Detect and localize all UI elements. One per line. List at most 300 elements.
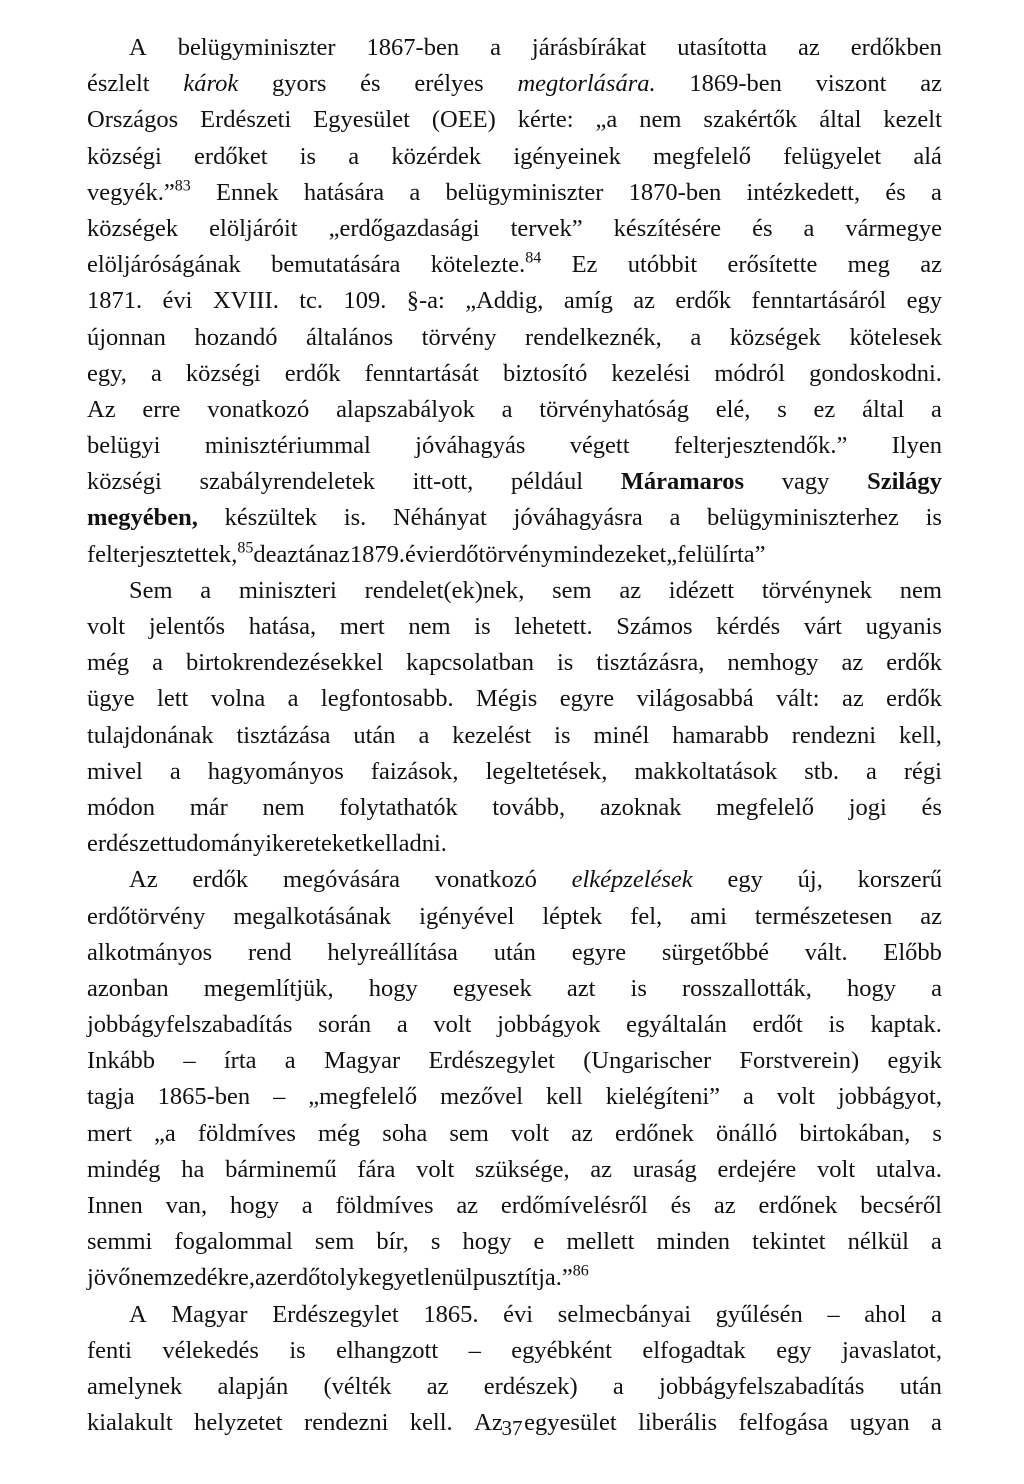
word: a <box>152 649 163 677</box>
word: minisztériummal <box>204 432 371 460</box>
word: elöljáróit <box>209 214 298 242</box>
word: egy, <box>87 359 127 387</box>
word: kérdés <box>716 613 781 640</box>
word: erdők <box>192 866 249 894</box>
word: alapján <box>217 1372 289 1400</box>
page-number: 37 <box>501 1416 523 1440</box>
word: jelentős <box>148 613 226 640</box>
footnote-word: kötelezte. <box>430 251 526 279</box>
word: kialakult <box>87 1409 173 1437</box>
word: községek <box>729 323 821 351</box>
word: volt <box>510 1119 550 1147</box>
word: Erdészegylet <box>272 1300 399 1328</box>
word: az <box>619 576 642 604</box>
word: Néhányat <box>392 504 487 532</box>
text-line <box>87 1297 942 1333</box>
word: rendelkeznék, <box>525 323 662 351</box>
word: megóvására <box>282 866 400 894</box>
word: az <box>841 685 864 713</box>
word: észlelt <box>87 70 150 98</box>
word: a <box>931 1409 942 1437</box>
word: tagja <box>87 1083 135 1111</box>
word: önálló <box>716 1119 778 1147</box>
word: semmi <box>87 1228 153 1256</box>
emphasized-word: elképzelések <box>571 866 693 894</box>
word: kaptak. <box>870 1011 942 1039</box>
word: léptek <box>542 902 603 930</box>
word: 1865-ben <box>157 1083 251 1111</box>
word: Sem <box>129 576 173 604</box>
word: liberális <box>638 1409 718 1437</box>
text-line <box>87 899 942 935</box>
word: hagyományos <box>207 757 344 785</box>
word: törvénynek <box>761 576 873 604</box>
text-line <box>87 356 942 392</box>
word: Magyar <box>323 1047 401 1075</box>
word: a <box>396 1011 408 1039</box>
word: felügyelet <box>783 142 882 170</box>
word: erdőt <box>276 1264 328 1292</box>
word: faizások, <box>370 757 459 785</box>
word: az <box>713 1192 736 1219</box>
text-line <box>87 320 942 356</box>
word: rosszallották, <box>681 974 812 1002</box>
word: „megfelelő <box>308 1083 418 1111</box>
word: amelynek <box>87 1372 183 1400</box>
text-line <box>87 211 942 247</box>
text-line <box>87 971 942 1007</box>
word: a <box>150 359 162 387</box>
word: tisztázása <box>236 721 331 749</box>
word: nem <box>262 793 305 821</box>
word: 1867-ben <box>366 34 460 61</box>
bold-word: Máramaros <box>620 468 745 496</box>
text-line <box>87 718 942 754</box>
word: és <box>885 178 906 206</box>
word: községek <box>87 214 179 242</box>
word: „felülírta” <box>666 540 766 568</box>
word: kezelési <box>611 359 691 387</box>
word: jóváhagyásra <box>513 504 643 532</box>
word: kereteket <box>272 830 362 858</box>
word: erdőmívelésről <box>500 1192 648 1219</box>
word: oly <box>327 1264 359 1292</box>
word: 1869-ben <box>689 70 782 98</box>
word: soha <box>382 1119 428 1147</box>
word: földmíves <box>197 1119 296 1147</box>
word: egyre <box>571 938 627 966</box>
word: minden <box>656 1228 731 1256</box>
word: felterjesztendők.” <box>673 432 848 460</box>
word: „a <box>154 1119 176 1147</box>
word: hogy <box>462 1228 512 1256</box>
word: fel, <box>630 902 663 930</box>
word: nélkül <box>847 1228 909 1256</box>
word: kezelést <box>452 721 532 749</box>
word: módon <box>87 793 156 821</box>
word: erdészettudományi <box>87 830 273 858</box>
word: tulajdonának <box>87 721 214 749</box>
word: rendelet(ek)nek, <box>364 576 525 604</box>
word: mindezeket <box>553 540 667 568</box>
word: a <box>200 576 212 604</box>
text-line <box>87 681 942 717</box>
text-line <box>87 1333 942 1369</box>
word: korszerű <box>857 866 942 894</box>
word: egyesek <box>452 974 532 1002</box>
word: jóváhagyás <box>415 432 526 460</box>
word: szakértők <box>703 106 798 134</box>
word: rendezni <box>791 721 877 749</box>
word: erdőkben <box>850 34 942 61</box>
text-line <box>87 392 942 428</box>
word: bárminemű <box>225 1155 337 1183</box>
footnote-word: vegyék.” <box>87 178 175 206</box>
text-line <box>87 175 942 211</box>
word: bír, <box>376 1228 409 1256</box>
word: a <box>612 1372 624 1400</box>
word: volna <box>210 685 266 713</box>
word: egy <box>727 866 763 894</box>
word: 109. <box>343 287 387 315</box>
word: által <box>862 395 905 423</box>
word: ugyan <box>849 1409 910 1437</box>
word: „erdőgazdasági <box>328 214 480 242</box>
word: mindég <box>87 1155 161 1183</box>
word: lehetett. <box>514 613 593 640</box>
word: belügyminiszter <box>445 178 604 206</box>
word: elhangzott <box>336 1336 439 1364</box>
word-with-footnote <box>87 175 191 211</box>
word: törvény <box>421 323 497 351</box>
word: felfogása <box>738 1409 829 1437</box>
word: Inkább <box>87 1047 156 1075</box>
word: az <box>456 1192 479 1219</box>
word: Számos <box>616 613 693 640</box>
word: (OEE) <box>431 106 496 134</box>
word: után <box>353 721 396 749</box>
word: – <box>468 1336 481 1364</box>
word: az <box>255 1264 277 1292</box>
word: mert <box>87 1119 132 1147</box>
word: a <box>169 757 181 785</box>
word: évi <box>503 1300 534 1328</box>
word: is <box>554 721 571 749</box>
word: igényével <box>419 902 515 930</box>
word: jobbágyok <box>497 1011 601 1039</box>
word: nemhogy <box>727 649 819 677</box>
word: ügye <box>87 685 135 713</box>
text-line <box>87 862 942 898</box>
word: természetesen <box>754 902 893 930</box>
word: volt <box>87 613 126 640</box>
word: az <box>426 1372 449 1400</box>
word: fenntartását <box>364 359 479 387</box>
word: megfelelő <box>653 142 751 170</box>
word: kezelt <box>883 106 942 134</box>
word: Forstverein) <box>739 1047 860 1075</box>
text-line <box>87 464 942 500</box>
word: hogy <box>368 974 418 1002</box>
word: hozandó <box>194 323 278 351</box>
word: községi <box>87 142 162 170</box>
word: új, <box>797 866 823 894</box>
word: vélekedés <box>162 1336 259 1364</box>
word: folytathatók <box>339 793 458 821</box>
footnote-word: pusztítja.” <box>472 1264 573 1292</box>
word: vármegye <box>845 214 942 242</box>
word: itt-ott, <box>412 468 474 496</box>
word: évi <box>162 287 193 315</box>
word: az <box>920 902 942 930</box>
word: A <box>129 1300 147 1328</box>
word: idézett <box>668 576 735 604</box>
word: javaslatot, <box>841 1336 942 1364</box>
word: újonnan <box>87 323 166 351</box>
word: is <box>557 649 574 677</box>
word: az <box>590 1155 613 1183</box>
footnote-ref: 85 <box>237 539 254 557</box>
word: a <box>348 142 360 170</box>
word: ugyanis <box>865 613 942 640</box>
word: jobbágyfelszabadítás <box>659 1372 865 1400</box>
text-line <box>87 1043 942 1079</box>
word: sürgetőbbé <box>661 938 769 966</box>
word: a <box>866 757 877 785</box>
word: közérdek <box>391 142 482 170</box>
word: által <box>819 106 862 134</box>
word: szabályrendeletek <box>199 468 375 496</box>
word: a <box>931 1300 942 1328</box>
word: tisztázásra, <box>596 649 705 677</box>
text-line <box>87 1079 942 1115</box>
word: erdők <box>886 685 942 713</box>
word: a <box>742 1083 754 1111</box>
footnote-ref: 84 <box>525 249 542 267</box>
word: a <box>803 214 815 242</box>
word: Ennek <box>216 178 279 206</box>
word: meg <box>847 251 890 279</box>
word-with-footnote <box>431 247 542 283</box>
word: erdőket <box>194 142 268 170</box>
word: erdőnek <box>614 1119 694 1147</box>
word: jobbágyot, <box>837 1083 942 1111</box>
word: belügyminiszterhez <box>707 504 899 532</box>
word: a <box>301 1192 313 1219</box>
word: alá <box>913 142 942 170</box>
word: egyébként <box>511 1336 612 1364</box>
word: (vélték <box>323 1372 392 1400</box>
text-line <box>87 573 942 609</box>
word: vált: <box>776 685 820 713</box>
word: még <box>87 649 130 677</box>
word: is <box>925 504 942 532</box>
footnote-ref: 86 <box>572 1262 589 1280</box>
word: helyzetet <box>194 1409 283 1437</box>
word: a <box>501 395 513 423</box>
word: egyre <box>559 685 615 713</box>
bold-word: Szilágy <box>867 468 942 496</box>
word: a <box>287 685 299 713</box>
word: kell <box>361 830 399 858</box>
word: hamarabb <box>672 721 769 749</box>
bold-word: megyében, <box>87 504 198 532</box>
word: belügyminiszter <box>177 34 336 61</box>
word: a <box>690 323 702 351</box>
word: egyesület <box>524 1409 617 1437</box>
word: erélyes <box>414 70 484 98</box>
word: erdészek) <box>483 1372 578 1400</box>
word: módról <box>714 359 786 387</box>
text-line <box>87 1369 942 1405</box>
word: az <box>328 540 350 568</box>
word: a <box>669 504 681 532</box>
text-line <box>87 1007 942 1043</box>
word: és <box>360 70 381 98</box>
word: hatására <box>303 178 385 206</box>
text-line <box>87 754 942 790</box>
word: az <box>571 1119 593 1147</box>
word: írta <box>223 1047 257 1075</box>
word: után <box>493 938 536 966</box>
word: erdőtörvény <box>434 540 554 568</box>
word: kell. <box>409 1409 453 1437</box>
text-line <box>87 1260 942 1296</box>
word: rendezni <box>304 1409 389 1437</box>
word: azonban <box>87 974 169 1002</box>
word: volt <box>776 1083 815 1111</box>
word: a <box>409 178 421 206</box>
word-with-footnote <box>473 1260 589 1296</box>
word: minél <box>593 721 650 749</box>
text-line <box>87 790 942 826</box>
word: a <box>284 1047 296 1075</box>
word: volt <box>433 1011 472 1039</box>
word: sem <box>314 1228 355 1256</box>
word: mert <box>339 613 385 640</box>
word: még <box>317 1119 361 1147</box>
word: egy <box>906 287 942 315</box>
word: kegyetlenül <box>358 1264 473 1292</box>
text-line <box>87 66 942 102</box>
word: lett <box>157 685 189 713</box>
text-line <box>87 30 942 66</box>
word: 1871. <box>87 287 143 315</box>
text-line <box>87 283 942 319</box>
word: egyik <box>887 1047 942 1075</box>
word: nem <box>899 576 942 604</box>
text-line <box>87 1188 942 1224</box>
word: gondoskodni. <box>809 359 942 387</box>
word: mezővel <box>440 1083 524 1111</box>
word: is <box>299 142 317 170</box>
word: s <box>932 1119 942 1147</box>
word: a <box>418 721 430 749</box>
word: a <box>931 395 942 423</box>
word: Erdészeti <box>200 106 292 134</box>
word: földmíves <box>335 1192 434 1219</box>
word: mivel <box>87 757 143 785</box>
word: már <box>189 793 228 821</box>
footnote-word: felterjesztettek, <box>87 540 238 568</box>
word: „Addig, <box>465 287 544 315</box>
word: utalva. <box>875 1155 942 1183</box>
word: hatása, <box>248 613 317 640</box>
word: vonatkozó <box>434 866 537 894</box>
word: utóbbit <box>627 251 698 279</box>
word: ami <box>690 902 727 930</box>
word: mellett <box>566 1228 635 1256</box>
word-with-footnote <box>87 537 253 573</box>
word: készítésére <box>613 214 722 242</box>
word: fára <box>357 1155 396 1183</box>
word: azoknak <box>599 793 682 821</box>
word: erre <box>142 395 181 423</box>
word: világosabbá <box>636 685 754 713</box>
word: s <box>430 1228 441 1256</box>
word: is <box>289 1336 306 1364</box>
word: helyreállítása <box>327 938 458 966</box>
text-line <box>87 645 942 681</box>
word: erdejére <box>717 1155 797 1183</box>
word: megfelelő <box>716 793 815 821</box>
word: hogy <box>847 974 897 1002</box>
word: 1870-ben <box>628 178 722 206</box>
word: ahol <box>864 1300 907 1328</box>
text-line <box>87 826 942 862</box>
word: szüksége, <box>475 1155 570 1183</box>
word: legeltetések, <box>485 757 608 785</box>
word: alkotmányos <box>87 938 213 966</box>
word: ez <box>813 395 836 423</box>
word: egy <box>776 1336 812 1364</box>
word: nemzedékre, <box>130 1264 256 1292</box>
word: miniszteri <box>238 576 337 604</box>
word: tovább, <box>492 793 566 821</box>
word: kötelesek <box>849 323 942 351</box>
word: a <box>490 34 501 61</box>
word: ha <box>181 1155 205 1183</box>
word: utasította <box>677 34 768 61</box>
word: kérte: <box>517 106 574 134</box>
word: elöljáróságának <box>87 251 241 279</box>
word: makkoltatások <box>634 757 778 785</box>
text-line <box>87 428 942 464</box>
word: hogy <box>229 1192 279 1219</box>
word: és <box>670 1192 692 1219</box>
word: s <box>777 395 787 423</box>
word: járásbírákat <box>531 34 647 61</box>
word: az <box>633 287 655 315</box>
text-line <box>87 1116 942 1152</box>
word: községi <box>87 468 162 496</box>
word: aztán <box>276 540 329 568</box>
page-body <box>87 30 942 1441</box>
word: megemlítjük, <box>203 974 334 1002</box>
word: Az <box>87 395 116 423</box>
text-line <box>87 1224 942 1260</box>
word: azt <box>566 974 596 1002</box>
word: Ilyen <box>891 432 942 460</box>
word: vonatkozó <box>207 395 310 423</box>
word: 1865. <box>423 1300 479 1328</box>
word: igényeinek <box>513 142 621 170</box>
text-line <box>87 1152 942 1188</box>
word: fenntartásáról <box>751 287 887 315</box>
word: birtokában, <box>799 1119 911 1147</box>
word: intézkedett, <box>746 178 861 206</box>
word: községi <box>185 359 261 387</box>
